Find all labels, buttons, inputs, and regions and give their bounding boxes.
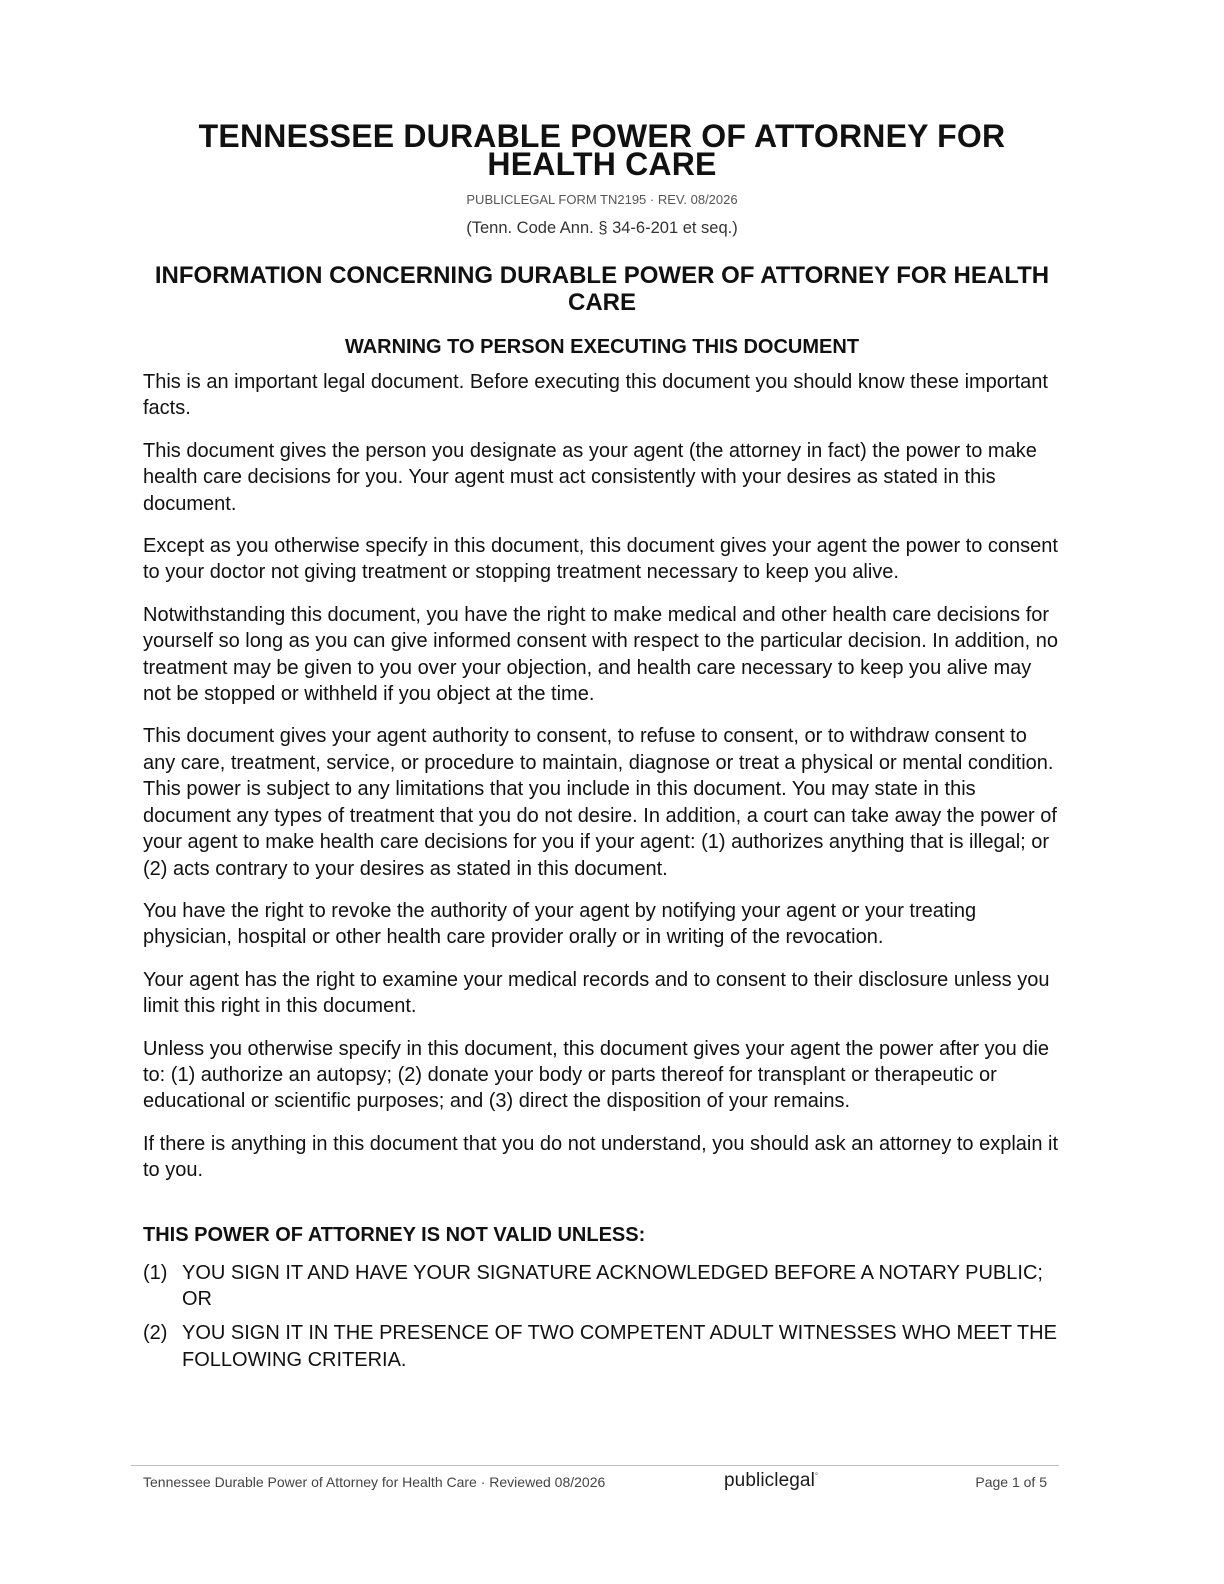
list-item-number: (1): [143, 1261, 168, 1284]
paragraph: Your agent has the right to examine your medical records and to consent to their disclosure unless you limit this right in this document.: [143, 968, 1050, 1018]
warning-title: WARNING TO PERSON EXECUTING THIS DOCUMENT: [344, 336, 860, 358]
list-item: [143, 1260, 1061, 1313]
paragraph: This is an important legal document. Before executing this document you should know these important facts.: [143, 371, 1048, 420]
statute-citation: (Tenn. Code Ann. § 34-6-201 et seq.): [466, 219, 738, 237]
publisher-logo: [724, 1470, 818, 1492]
paragraph: Unless you otherwise specify in this document, this document gives your agent the power after you die to: (1) authorize an autopsy; (2) donate your body or parts thereof for transplant or therapeutic or educational or scientific purposes; and (3) direct the disposition of your remains.: [143, 1037, 1050, 1113]
paragraph: Notwithstanding this document, you have the right to make medical and other health care decisions for yourself so long as you can give informed consent with respect to the particular decision. In addition, no treatment may be given to you over your objection, and health care necessary to keep you alive may not be stopped or withheld if you object at the time.: [143, 603, 1058, 706]
paragraph: You have the right to revoke the authority of your agent by notifying your agent or your treating physician, hospital or other health care provider orally or in writing of the revocation.: [143, 899, 977, 949]
list-item: [143, 1320, 1061, 1373]
paragraph: This document gives the person you designate as your agent (the attorney in fact) the power to make health care decisions for you. Your agent must act consistently with your desires as stated in this document.: [143, 439, 1037, 515]
section-title: INFORMATION CONCERNING DURABLE POWER OF ATTORNEY FOR HEALTH CARE: [154, 262, 1050, 316]
form-identifier: PUBLICLEGAL FORM TN2195 · REV. 08/2026: [466, 192, 738, 207]
publisher-logo-text: publiclegal: [724, 1470, 815, 1491]
page-footer: [131, 1465, 1059, 1506]
validity-heading: THIS POWER OF ATTORNEY IS NOT VALID UNLESS:: [143, 1223, 646, 1246]
paragraph: If there is anything in this document that you do not understand, you should ask an attorney to explain it to you.: [143, 1132, 1059, 1182]
publisher-logo-mark: °: [814, 1471, 819, 1481]
footer-document-label: Tennessee Durable Power of Attorney for Health Care · Reviewed 08/2026: [143, 1474, 606, 1490]
document-body: [143, 118, 1061, 1381]
validity-conditions-list: [143, 1260, 1061, 1374]
list-item-text: YOU SIGN IT IN THE PRESENCE OF TWO COMPETENT ADULT WITNESSES WHO MEET THE FOLLOWING CRITERIA.: [182, 1322, 1057, 1371]
paragraph: This document gives your agent authority to consent, to refuse to consent, or to withdraw consent to any care, treatment, service, or procedure to maintain, diagnose or treat a physical or mental condition. This power is subject to any limitations that you include in this document. You may state in this document any types of treatment that you do not desire. In addition, a court can take away the power of your agent to make health care decisions for you if your agent: (1) authorizes anything that is illegal; or (2) acts contrary to your desires as stated in this document.: [143, 725, 1057, 880]
page-number: Page 1 of 5: [975, 1474, 1047, 1490]
document-title: TENNESSEE DURABLE POWER OF ATTORNEY FOR HEALTH CARE: [198, 118, 1006, 182]
list-item-number: (2): [143, 1322, 168, 1345]
paragraph: Except as you otherwise specify in this document, this document gives your agent the power to consent to your doctor not giving treatment or stopping treatment necessary to keep you alive.: [143, 535, 1058, 584]
list-item-text: YOU SIGN IT AND HAVE YOUR SIGNATURE ACKNOWLEDGED BEFORE A NOTARY PUBLIC; OR: [182, 1261, 1043, 1310]
